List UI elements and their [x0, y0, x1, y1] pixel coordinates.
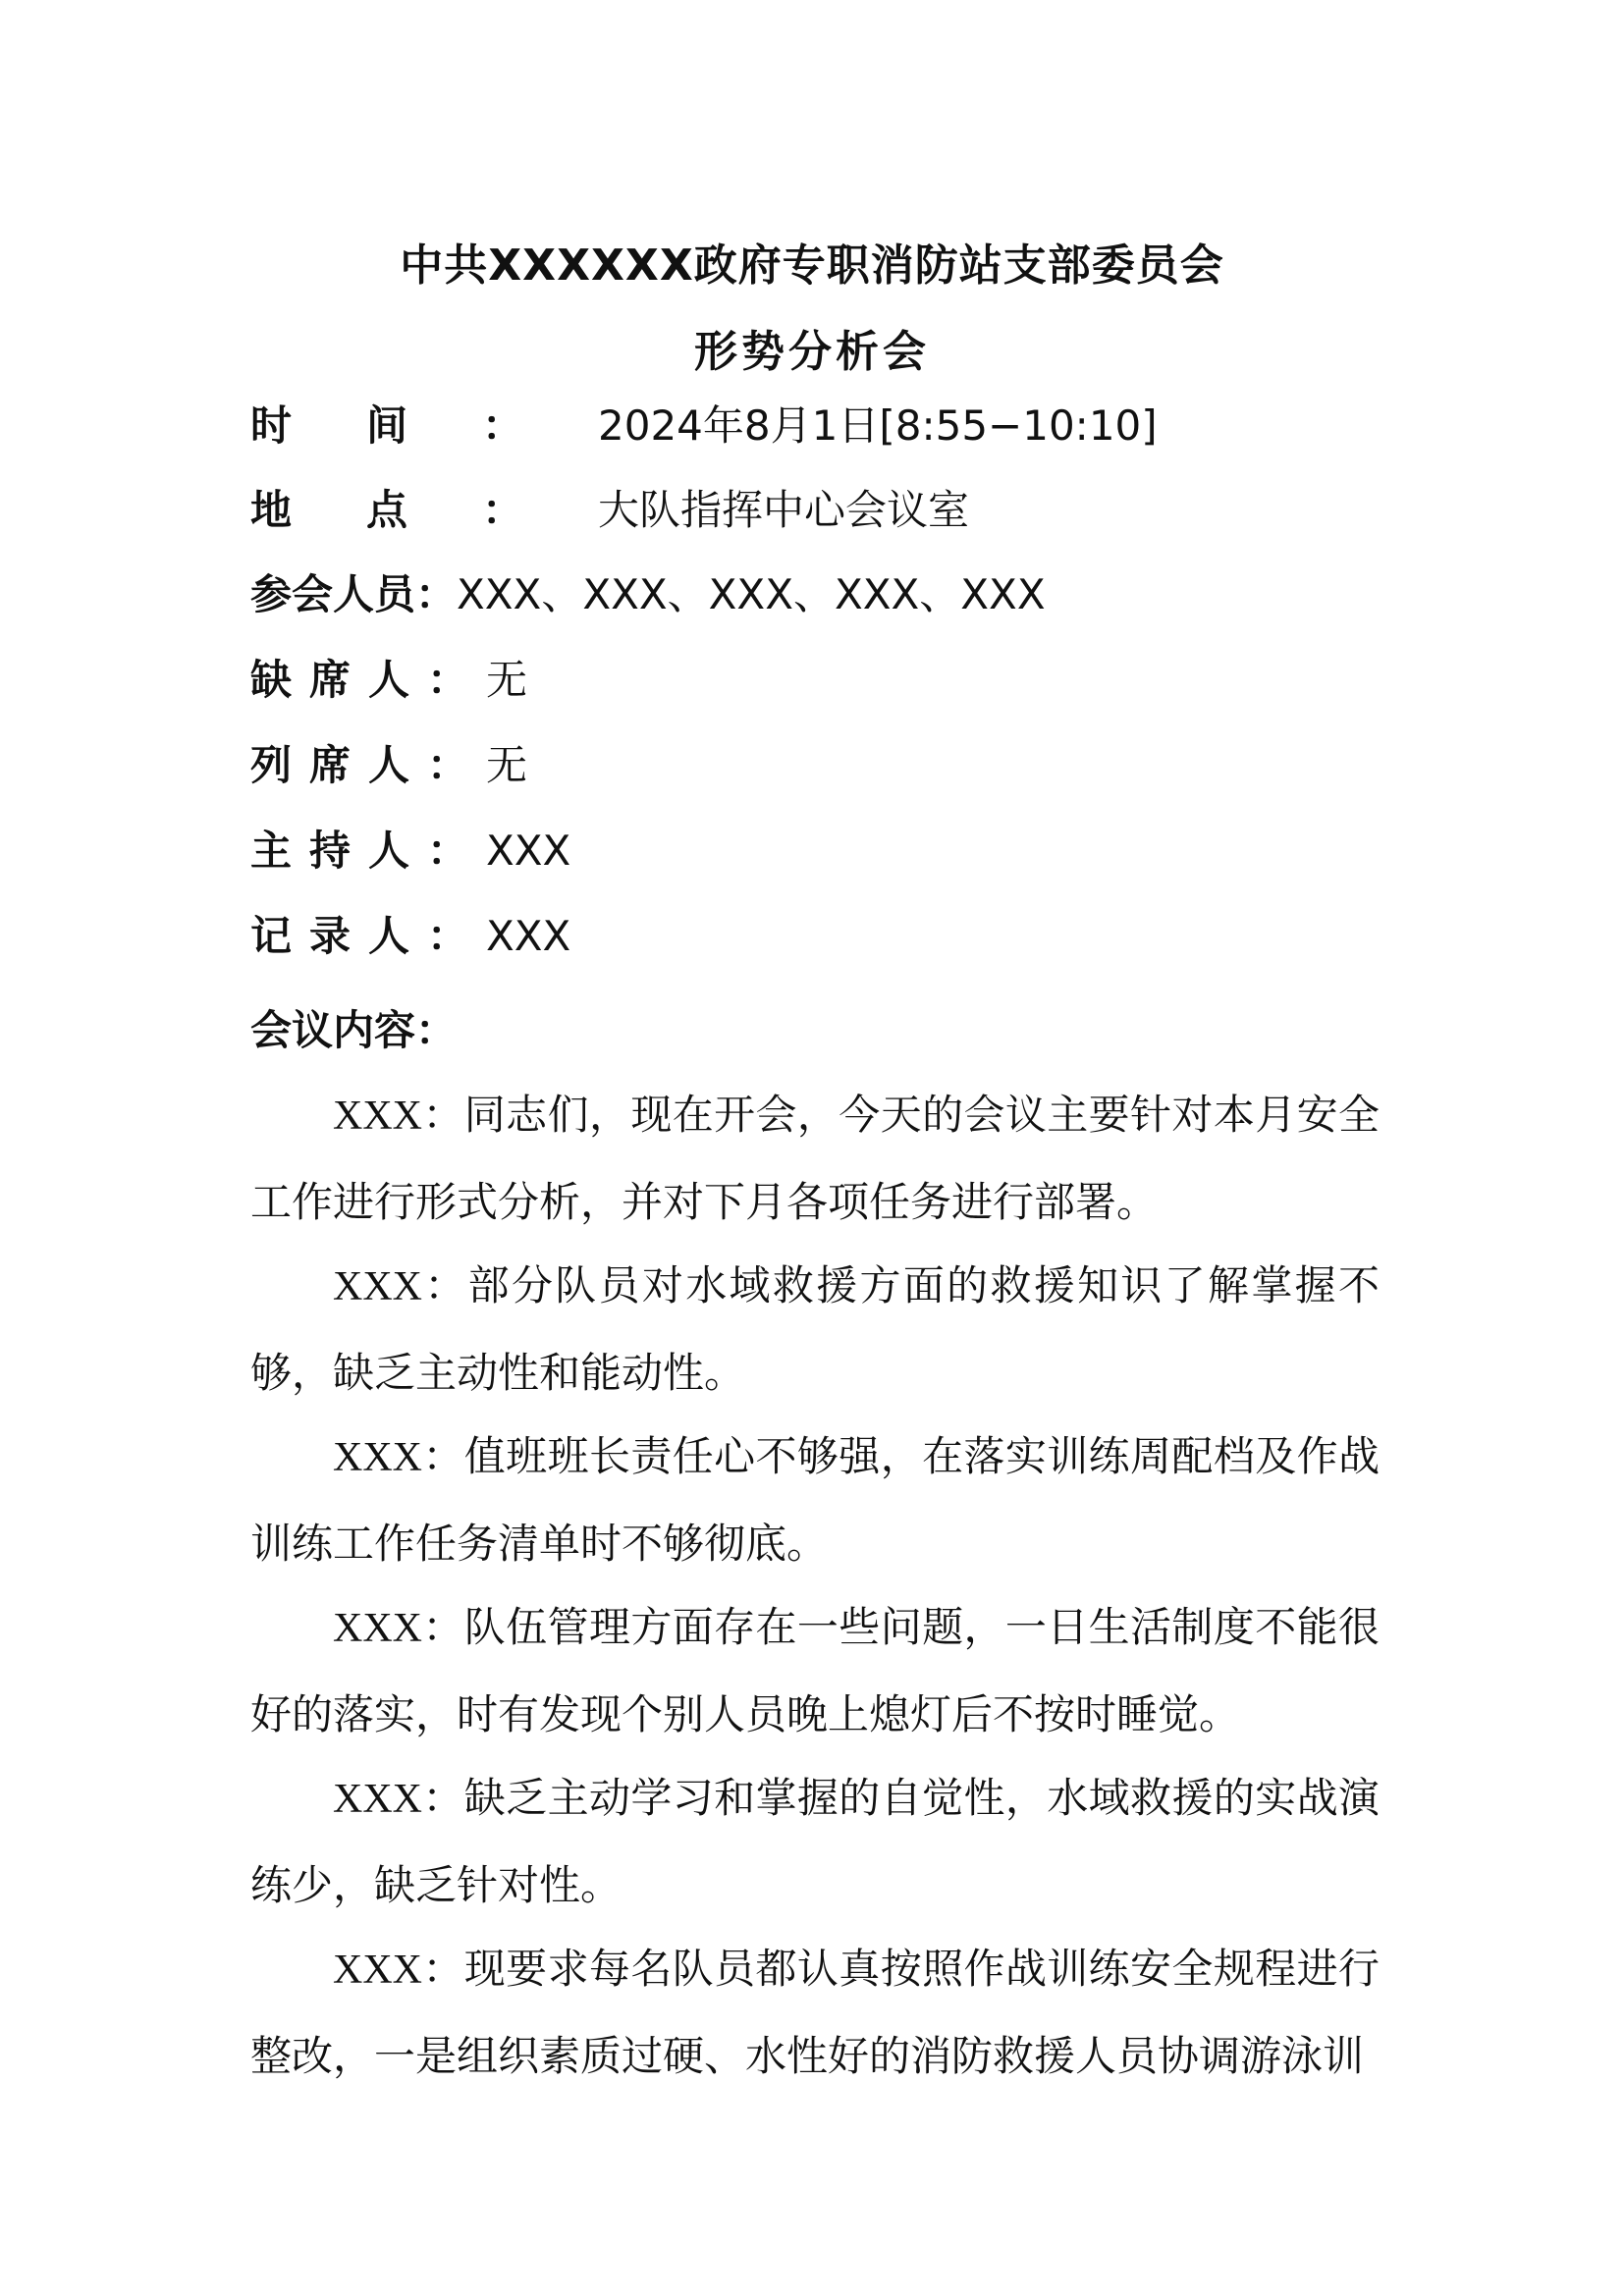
- meeting-paragraph: [250, 1243, 1380, 1415]
- meeting-paragraph: [250, 1414, 1380, 1586]
- speaker-name: XXX：: [333, 1264, 468, 1309]
- attendees-value: XXX、XXX、XXX、XXX、XXX: [457, 570, 1046, 618]
- document-subtitle: 形势分析会: [694, 327, 930, 377]
- host-value: XXX: [486, 827, 571, 875]
- place-label: 地点：: [250, 486, 599, 534]
- recorder-value: XXX: [486, 912, 571, 960]
- place-value: 大队指挥中心会议室: [598, 486, 970, 534]
- meeting-paragraph: [250, 1584, 1380, 1757]
- speaker-name: XXX：: [333, 1948, 464, 1993]
- speaker-name: XXX：: [333, 1435, 464, 1480]
- attendees-label: 参会人员：: [250, 570, 458, 618]
- host-label: 主持人：: [250, 827, 487, 875]
- paragraph-text: 同志们，现在开会，今天的会议主要针对本月安全工作进行形式分析，并对下月各项任务进行部署。: [250, 1091, 1380, 1226]
- speaker-name: XXX：: [333, 1777, 464, 1822]
- info-absent: [250, 651, 527, 710]
- absent-label: 缺席人：: [250, 656, 487, 704]
- speaker-name: XXX：: [333, 1606, 464, 1651]
- observers-value: 无: [486, 741, 528, 789]
- info-host: [250, 822, 570, 881]
- recorder-label: 记录人：: [250, 912, 487, 960]
- speaker-name: XXX：: [333, 1094, 464, 1139]
- absent-value: 无: [486, 656, 528, 704]
- info-time: [250, 397, 1158, 455]
- paragraph-text: 缺乏主动学习和掌握的自觉性，水域救援的实战演练少，缺乏针对性。: [250, 1774, 1380, 1909]
- meeting-paragraph: [250, 1072, 1380, 1245]
- document-title: 中共XXXXXX政府专职消防站支部委员会: [400, 240, 1224, 291]
- observers-label: 列席人：: [250, 741, 487, 789]
- info-observers: [250, 736, 527, 795]
- meeting-paragraph: [250, 1755, 1380, 1928]
- info-recorder: [250, 907, 570, 966]
- meeting-paragraph: [250, 1926, 1380, 2099]
- paragraph-text: 值班班长责任心不够强，在落实训练周配档及作战训练工作任务清单时不够彻底。: [250, 1432, 1380, 1568]
- paragraph-text: 现要求每名队员都认真按照作战训练安全规程进行整改，一是组织素质过硬、水性好的消防救援人员协调游泳训: [250, 1945, 1380, 2080]
- info-attendees: [250, 565, 1046, 624]
- paragraph-text: 队伍管理方面存在一些问题，一日生活制度不能很好的落实，时有发现个别人员晚上熄灯后不按时睡觉。: [250, 1603, 1380, 1738]
- paragraph-text: 部分队员对水域救援方面的救援知识了解掌握不够，缺乏主动性和能动性。: [250, 1261, 1380, 1397]
- content-heading: 会议内容：: [250, 1006, 458, 1054]
- info-place: [250, 481, 969, 540]
- time-label: 时间：: [250, 401, 599, 450]
- time-value: 2024年8月1日[8:55−10:10]: [598, 401, 1158, 450]
